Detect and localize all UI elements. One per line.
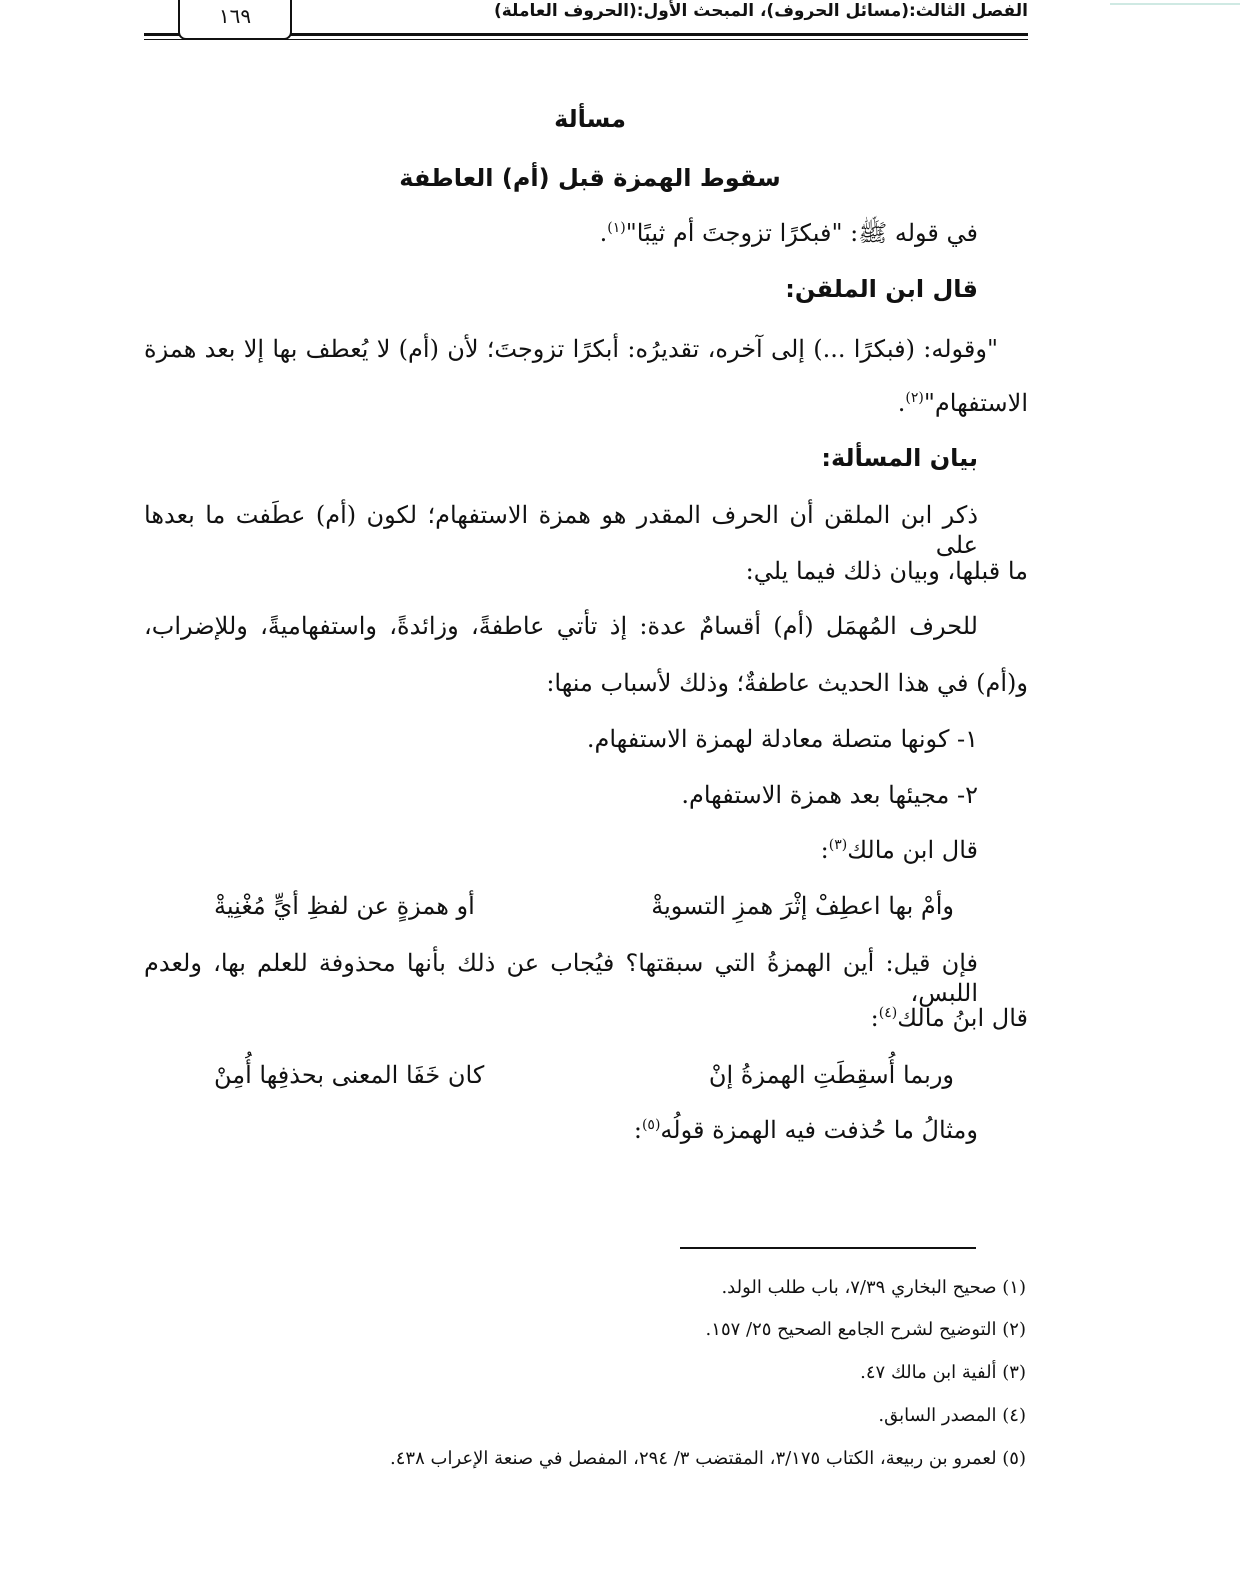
para2-line-2: و(أم) في هذا الحديث عاطفةٌ؛ وذلك لأسباب منها: xyxy=(546,669,1028,697)
footnote-ref-4: (٤) xyxy=(878,1005,898,1021)
para2-line-1: للحرف المُهمَل (أم) أقسامٌ عدة: إذ تأتي عاطفةً، وزائدةً، واستفهاميةً، وللإضراب، xyxy=(144,612,978,640)
ibn-mulaqqin-heading: قال ابن الملقن: xyxy=(785,275,978,303)
footnote-ref-1: (١) xyxy=(607,220,626,236)
footnote-ref-5: (٥) xyxy=(641,1117,661,1133)
verse-1-left: أو همزةٍ عن لفظِ أيٍّ مُغْنِيةْ xyxy=(214,892,475,920)
quote-text-end: الاستفهام" xyxy=(923,389,1028,417)
page-number: ١٦٩ xyxy=(178,0,292,40)
para3-line-1: فإن قيل: أين الهمزةُ التي سبقتها؟ فيُجاب عن ذلك بأنها محذوفة للعلم بها، ولعدم اللبس، xyxy=(144,949,978,1007)
page-title: سقوط الهمزة قبل (أم) العاطفة xyxy=(399,164,781,192)
verse-2-right: وربما أُسقِطَتِ الهمزةُ إنْ xyxy=(708,1061,954,1089)
footnote-ref-2: (٢) xyxy=(905,390,924,406)
para1-line-1: ذكر ابن الملقن أن الحرف المقدر هو همزة الاستفهام؛ لكون (أم) عطَفت ما بعدها على xyxy=(144,501,979,559)
quote-period: . xyxy=(897,389,906,417)
mithal-text: ومثالُ ما حُذفت فيه الهمزة قولُه xyxy=(660,1116,978,1144)
reason-1: ١- كونها متصلة معادلة لهمزة الاستفهام. xyxy=(586,725,978,753)
hadith-line xyxy=(600,218,978,248)
footnote-5: (٥) لعمرو بن ربيعة، الكتاب ٣/١٧٥، المقتضب ٣/ ٢٩٤، المفصل في صنعة الإعراب ٤٣٨. xyxy=(390,1448,1026,1469)
ibn-malik-line-1 xyxy=(821,835,978,865)
ibn-malik-text-1: قال ابن مالك xyxy=(847,836,978,864)
verse-1-right: وأمْ بها اعطِفْ إثْرَ همزِ التسويةْ xyxy=(651,892,954,920)
running-header: الفصل الثالث:(مسائل الحروف)، المبحث الأول:(الحروف العاملة) xyxy=(493,1,1028,21)
footnote-ref-3: (٣) xyxy=(828,837,848,853)
para1-line-2: ما قبلها، وبيان ذلك فيما يلي: xyxy=(745,557,1028,585)
hadith-end: . xyxy=(599,219,608,247)
verse-2-left: كان خَفَا المعنى بحذفِها أُمِنْ xyxy=(214,1061,485,1089)
hadith-text: في قوله ﷺ: "فبكرًا تزوجتَ أم ثيبًا" xyxy=(625,219,978,247)
ibn-malik-text-2: قال ابنُ مالك xyxy=(897,1004,1028,1032)
quote-line-2 xyxy=(898,388,1028,418)
ibn-malik-colon-1: : xyxy=(820,836,829,864)
quote-line-1: "وقوله: (فبكرًا ...) إلى آخره، تقديرُه: أبكرًا تزوجتَ؛ لأن (أم) لا يُعطف بها إلا بعد همزة xyxy=(144,335,998,363)
reason-2: ٢- مجيئها بعد همزة الاستفهام. xyxy=(681,781,978,809)
footnote-2: (٢) التوضيح لشرح الجامع الصحيح ٢٥/ ١٥٧. xyxy=(705,1319,1026,1340)
bayan-heading: بيان المسألة: xyxy=(821,444,978,472)
footnote-4: (٤) المصدر السابق. xyxy=(878,1405,1026,1426)
mithal-colon: : xyxy=(633,1116,642,1144)
footnote-separator xyxy=(680,1247,976,1249)
ibn-malik-colon-2: : xyxy=(870,1004,879,1032)
footnote-1: (١) صحيح البخاري ٧/٣٩، باب طلب الولد. xyxy=(721,1277,1026,1298)
masala-label: مسألة xyxy=(554,105,626,133)
ibn-malik-line-2 xyxy=(871,1003,1028,1033)
mithal-line xyxy=(634,1115,978,1145)
corner-mark xyxy=(1110,3,1240,5)
footnote-3: (٣) ألفية ابن مالك ٤٧. xyxy=(860,1362,1026,1383)
